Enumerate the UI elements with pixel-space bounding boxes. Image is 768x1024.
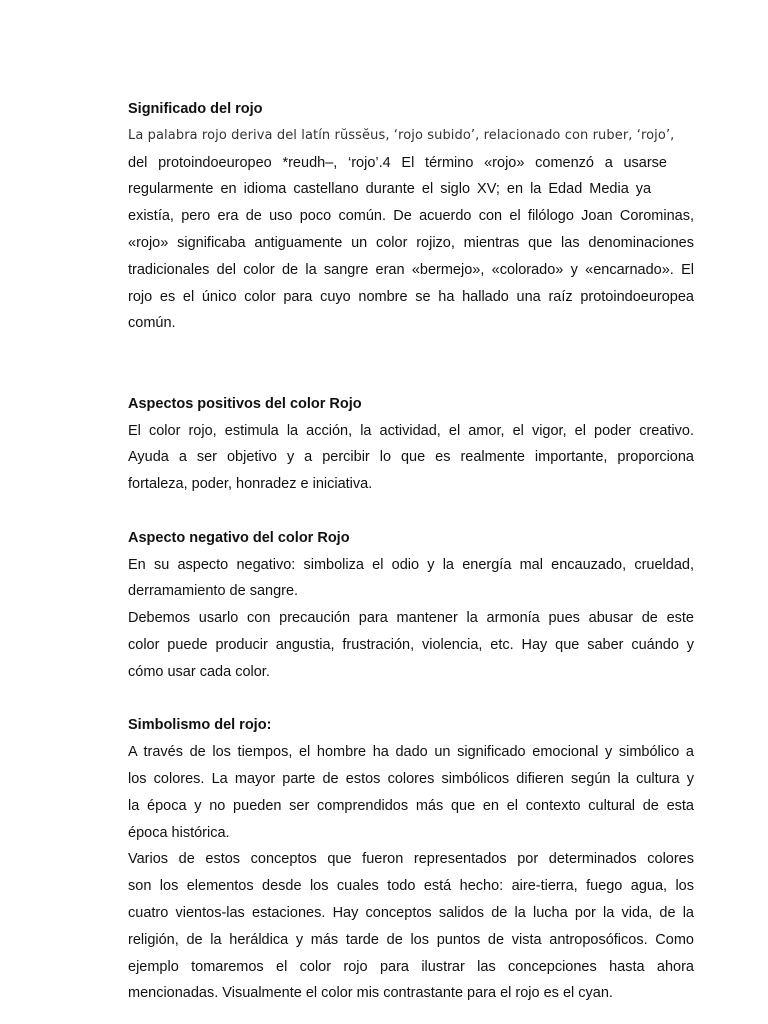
text-line: La palabra rojo deriva del latín rŭssĕus, ‘rojo subido’, relacionado con ruber, ‘rojo’, [128, 127, 675, 143]
section-significado [128, 96, 694, 337]
text-line: fortaleza, poder, honradez e iniciativa. [128, 476, 373, 493]
text-line: Debemos usarlo con precaución para mantener la armonía pues abusar de este [128, 610, 694, 627]
text-line: color puede producir angustia, frustración, violencia, etc. Hay que saber cuándo y [128, 636, 694, 653]
text-line: tradicionales del color de la sangre eran «bermejo», «colorado» y «encarnado». El [128, 261, 694, 278]
paragraph [128, 203, 694, 337]
text-line: Ayuda a ser objetivo y a percibir lo que es realmente importante, proporciona [128, 449, 694, 466]
text-line: ejemplo tomaremos el color rojo para ilustrar las concepciones hasta ahora [128, 958, 694, 975]
paragraph [128, 552, 694, 686]
paragraph [128, 418, 694, 498]
text-line: la época y no pueden ser comprendidos más que en el contexto cultural de esta [128, 797, 694, 814]
document-page [128, 96, 694, 1007]
spacer [128, 686, 694, 713]
section-heading: Significado del rojo [128, 101, 263, 117]
text-line: regularmente en idioma castellano durante el siglo XV; en la Edad Media ya [128, 181, 652, 198]
text-line: A través de los tiempos, el hombre ha dado un significado emocional y simbólico a [128, 744, 694, 761]
text-line: Varios de estos conceptos que fueron representados por determinados colores [128, 851, 694, 868]
text-line: del protoindoeuropeo *reudh–, ‘rojo’.4 El término «rojo» comenzó a usarse [128, 154, 667, 171]
section-heading: Aspectos positivos del color Rojo [128, 395, 362, 412]
spacer [128, 498, 694, 525]
text-line: El color rojo, estimula la acción, la actividad, el amor, el vigor, el poder creativo. [128, 422, 694, 439]
section-simbolismo [128, 712, 694, 1007]
paragraph [128, 739, 694, 1007]
section-aspectos-positivos [128, 391, 694, 498]
text-line: cuatro vientos-las estaciones. Hay conceptos salidos de la lucha por la vida, de la [128, 904, 694, 921]
text-line: época histórica. [128, 824, 230, 841]
text-line: cómo usar cada color. [128, 663, 270, 680]
paragraph [128, 150, 694, 204]
text-line: derramamiento de sangre. [128, 583, 299, 600]
text-line: los colores. La mayor parte de estos colores simbólicos difieren según la cultura y [128, 770, 694, 787]
paragraph-line [128, 123, 694, 150]
section-heading: Simbolismo del rojo: [128, 717, 272, 734]
text-line: religión, de la heráldica y más tarde de los puntos de vista antroposóficos. Como [128, 931, 694, 948]
section-aspecto-negativo [128, 525, 694, 686]
text-line: común. [128, 315, 176, 332]
section-heading: Aspecto negativo del color Rojo [128, 529, 350, 546]
spacer [128, 337, 694, 391]
text-line: En su aspecto negativo: simboliza el odio y la energía mal encauzado, crueldad, [128, 556, 694, 573]
text-line: «rojo» significaba antiguamente un color rojizo, mientras que las denominaciones [128, 234, 694, 251]
text-line: existía, pero era de uso poco común. De acuerdo con el filólogo Joan Corominas, [128, 208, 694, 225]
text-line: rojo es el único color para cuyo nombre se ha hallado una raíz protoindoeuropea [128, 288, 694, 305]
text-line: mencionadas. Visualmente el color mis contrastante para el rojo es el cyan. [128, 985, 613, 1002]
text-line: son los elementos desde los cuales todo está hecho: aire-tierra, fuego agua, los [128, 878, 694, 895]
